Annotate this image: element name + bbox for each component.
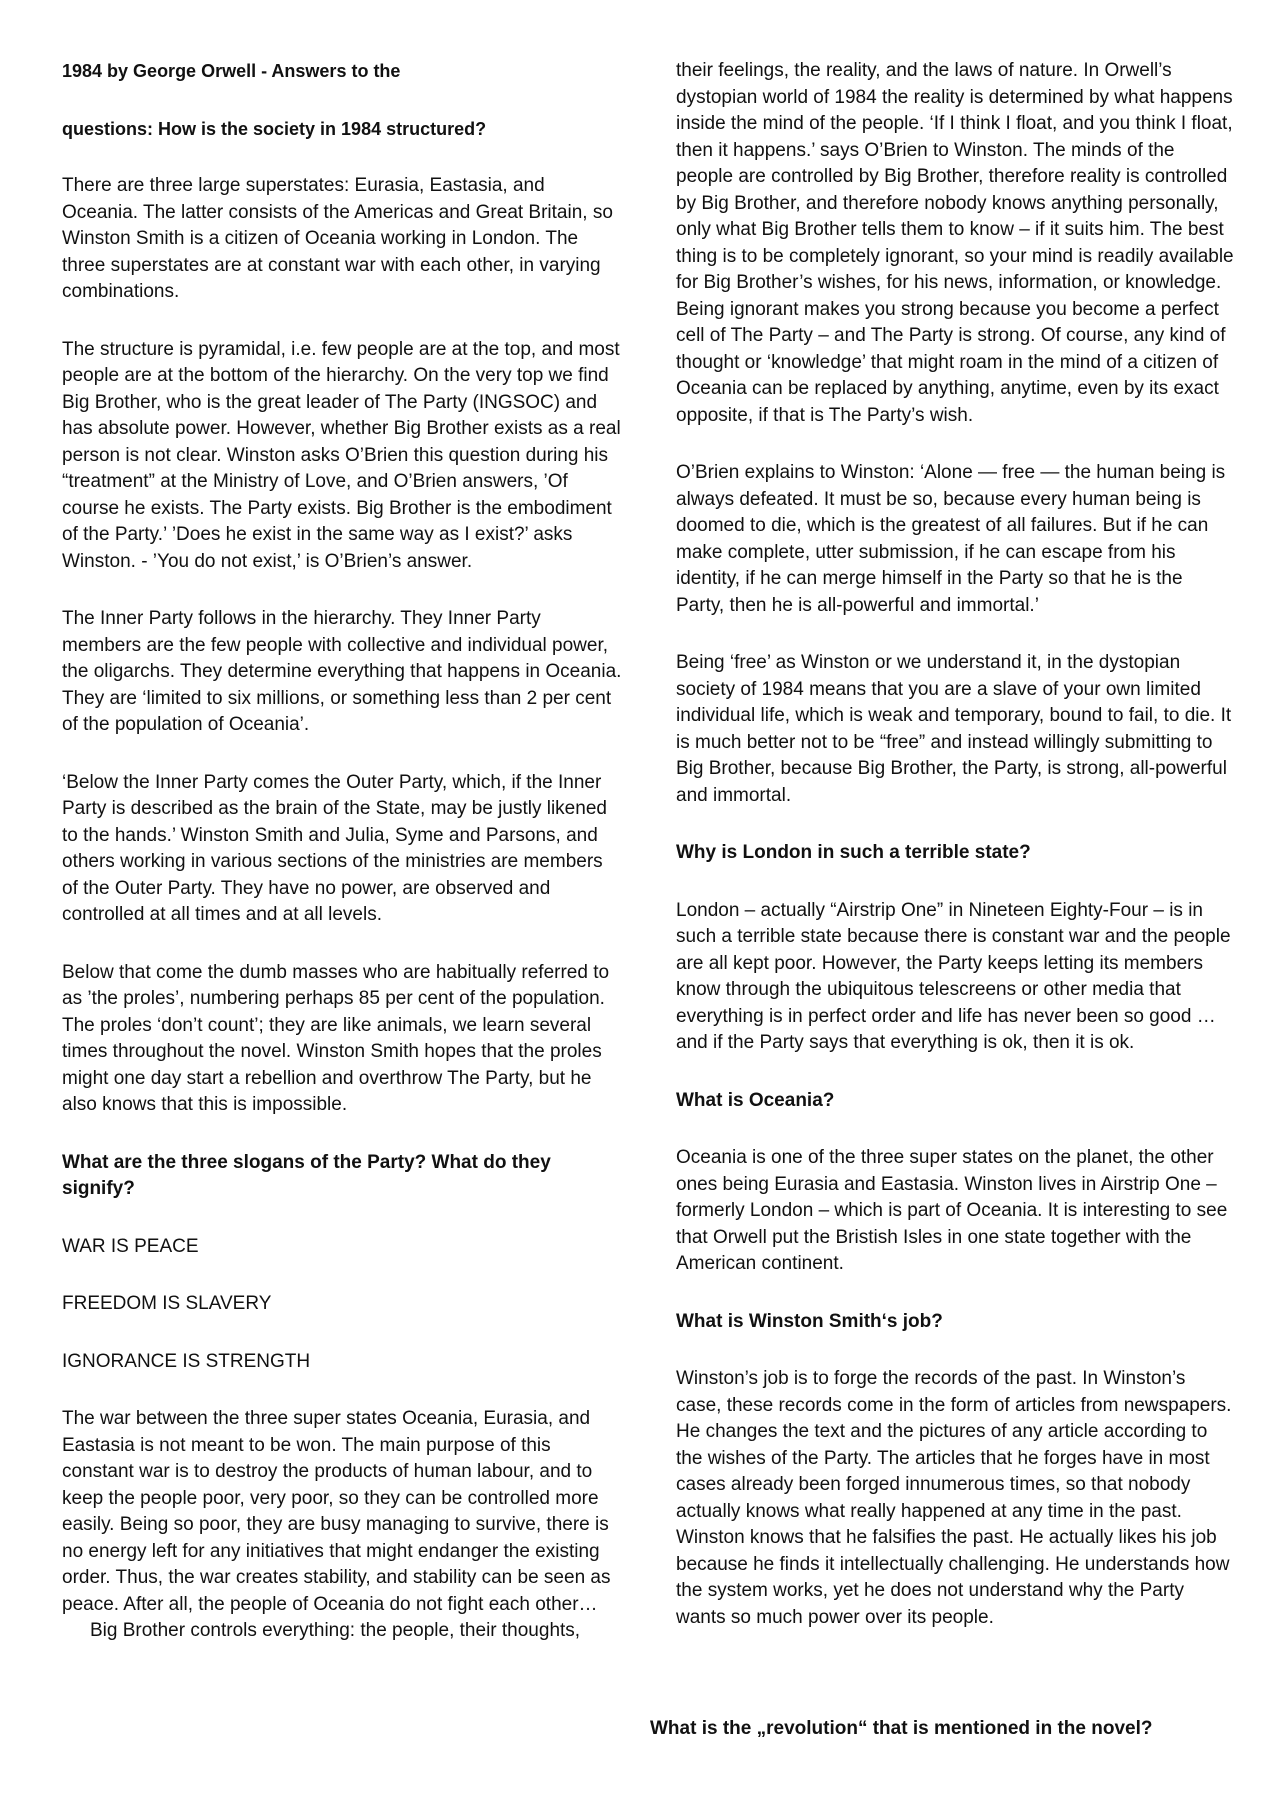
paragraph-outer-party: ‘Below the Inner Party comes the Outer Party, which, if the Inner Party is described as the brain of the State, may be justly likened to the hands.’ Winston Smith and Julia, Syme and Parsons, and others working in various sections of the ministries are members of the Outer Party. They have no power, are observed and controlled at all times and at all levels. bbox=[62, 771, 607, 925]
paragraph-winston-job: Winston’s job is to forge the records of the past. In Winston’s case, these records come in the form of articles from newspapers. He changes the text and the pictures of any article according to the wishes of the Party. The articles that he forges have in most cases already been forged innumerous times, so that nobody actually knows what really happened at any time in the past. Winston knows that he falsifies the past. He actually likes his job because he finds it intellectually challenging. He understands how the system works, yet he does not understand why the Party wants so much power over its people. bbox=[676, 1368, 1232, 1628]
question-london: Why is London in such a terrible state? bbox=[676, 842, 1031, 863]
paragraph-war-purpose: The war between the three super states Oceania, Eurasia, and Eastasia is not meant to be won. The main purpose of this constant war is to destroy the products of human labour, and to keep the people poor, very poor, so they can be controlled more easily. Being so poor, they are busy managing to survive, there is no energy left for any initiatives that might endanger the existing order. Thus, the war creates stability, and stability can be seen as peace. After all, the people of Oceania do not fight each other… bbox=[62, 1408, 611, 1615]
left-column bbox=[62, 58, 622, 1645]
paragraph-oceania: Oceania is one of the three super states on the planet, the other ones being Eurasia and Eastasia. Winston lives in Airstrip One – formerly London – which is part of Oceania. It is interesting to see that Orwell put the Bristish Isles in one state together with the American continent. bbox=[676, 1147, 1228, 1274]
document-title-line-2: questions: How is the society in 1984 structured? bbox=[62, 118, 487, 139]
question-winston-job: What is Winston Smith‘s job? bbox=[676, 1310, 943, 1332]
paragraph-being-free: Being ‘free’ as Winston or we understand it, in the dystopian society of 1984 means that you are a slave of your own limited individual life, which is weak and temporary, bound to fail, to die. It is much better not to be “free” and instead willingly submitting to Big Brother, because Big Brother, the Party, is strong, all-powerful and immortal. bbox=[676, 652, 1232, 806]
paragraph-reality-control: their feelings, the reality, and the laws of nature. In Orwell’s dystopian world of 1984 the reality is determined by what happens inside the mind of the people. ‘If I think I float, and you think I float, then it happens.’ says O’Brien to Winston. The minds of the people are controlled by Big Brother, therefore reality is controlled by Big Brother, and therefore nobody knows anything personally, only what Big Brother tells them to know – if it suits him. The best thing is to be completely ignorant, so your mind is readily available for Big Brother’s wishes, for his news, information, or knowledge. Being ignorant makes you strong because you become a perfect cell of The Party – and The Party is strong. Of course, any kind of thought or ‘knowledge’ that might roam in the mind of a citizen of Oceania can be replaced by anything, anytime, even by its exact opposite, if that is The Party’s wish. bbox=[676, 60, 1234, 426]
slogan-freedom-is-slavery: FREEDOM IS SLAVERY bbox=[62, 1293, 272, 1314]
paragraph-big-brother-controls: Big Brother controls everything: the people, their thoughts, bbox=[90, 1620, 581, 1641]
question-slogans: What are the three slogans of the Party? What do they signify? bbox=[62, 1151, 551, 1199]
question-revolution: What is the „revolution“ that is mentioned in the novel? bbox=[650, 1718, 1153, 1739]
paragraph-inner-party: The Inner Party follows in the hierarchy. They Inner Party members are the few people with collective and individual power, the oligarchs. They determine everything that happens in Oceania. They are ‘limited to six millions, or something less than 2 per cent of the population of Oceania’. bbox=[62, 608, 622, 735]
paragraph-superstates: There are three large superstates: Eurasia, Eastasia, and Oceania. The latter consists of the Americas and Great Britain, so Winston Smith is a citizen of Oceania working in London. The three superstates are at constant war with each other, in varying combinations. bbox=[62, 175, 613, 302]
right-column bbox=[676, 58, 1236, 1631]
paragraph-proles: Below that come the dumb masses who are habitually referred to as ’the proles’, numbering perhaps 85 per cent of the population. The proles ‘don’t count’; they are like animals, we learn several times throughout the novel. Winston Smith hopes that the proles might one day start a rebellion and overthrow The Party, but he also knows that this is impossible. bbox=[62, 961, 610, 1115]
document-title-line-1: 1984 by George Orwell - Answers to the bbox=[62, 61, 401, 81]
slogan-war-is-peace: WAR IS PEACE bbox=[62, 1235, 199, 1257]
paragraph-london: London – actually “Airstrip One” in Nineteen Eighty-Four – is in such a terrible state because there is constant war and the people are all kept poor. However, the Party keeps letting its members know through the ubiquitous telescreens or other media that everything is in perfect order and life has never been so good … and if the Party says that everything is ok, then it is ok. bbox=[676, 899, 1231, 1053]
paragraph-pyramid-structure: The structure is pyramidal, i.e. few people are at the top, and most people are at the bottom of the hierarchy. On the very top we find Big Brother, who is the great leader of The Party (INGSOC) and has absolute power. However, whether Big Brother exists as a real person is not clear. Winston asks O’Brien this question during his “treatment” at the Ministry of Love, and O’Brien answers, ’Of course he exists. The Party exists. Big Brother is the embodiment of the Party.’ ’Does he exist in the same way as I exist?’ asks Winston. - ’You do not exist,’ is O’Brien’s answer. bbox=[62, 338, 621, 572]
paragraph-obrien-alone-free: O’Brien explains to Winston: ‘Alone — free — the human being is always defeated. It must be so, because every human being is doomed to die, which is the greatest of all failures. But if he can make complete, utter submission, if he can escape from his identity, if he can merge himself in the Party so that he is the Party, then he is all-powerful and immortal.’ bbox=[676, 462, 1226, 616]
slogan-ignorance-is-strength: IGNORANCE IS STRENGTH bbox=[62, 1350, 311, 1372]
question-oceania: What is Oceania? bbox=[676, 1089, 835, 1111]
